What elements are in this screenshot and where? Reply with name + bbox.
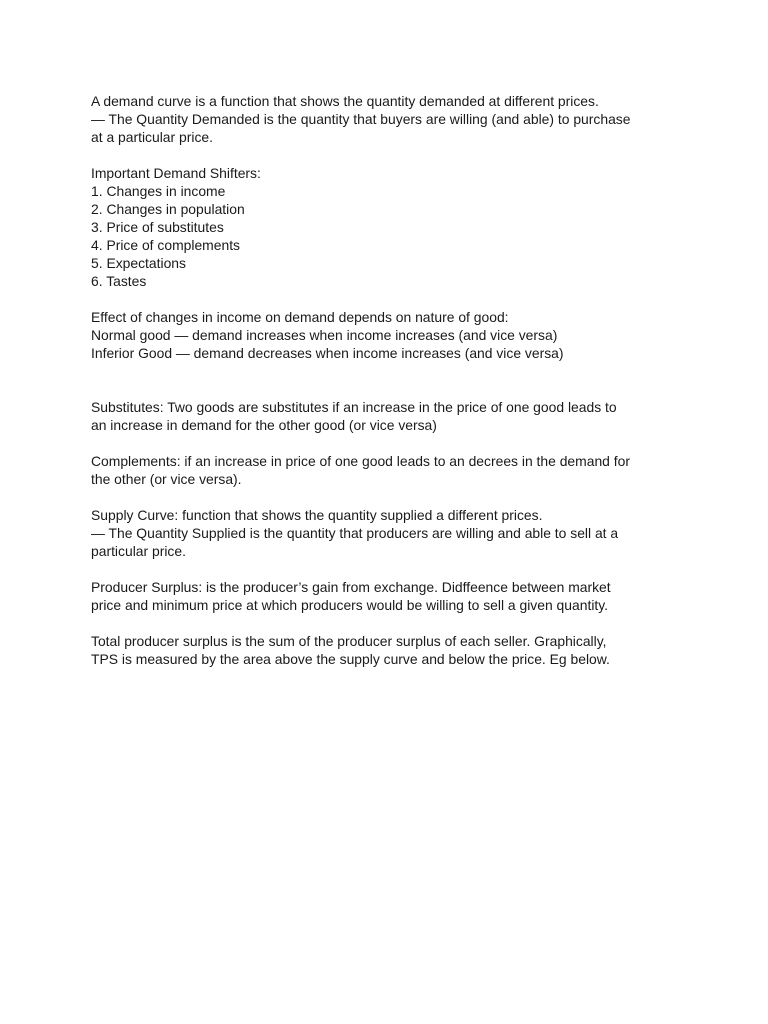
income-line-1: Effect of changes in income on demand depends on nature of good: <box>91 309 509 325</box>
producer-surplus-paragraph <box>91 578 691 614</box>
demand-shifters-list <box>91 182 691 290</box>
income-line-2: Normal good — demand increases when income increases (and vice versa) <box>91 327 558 343</box>
spacer <box>91 362 691 398</box>
total-producer-surplus-line-2: TPS is measured by the area above the supply curve and below the price. Eg below. <box>91 651 610 667</box>
supply-line-3: particular price. <box>91 543 186 559</box>
spacer <box>91 614 691 632</box>
substitutes-paragraph <box>91 398 691 434</box>
supply-curve-paragraph <box>91 506 691 560</box>
supply-line-2: — The Quantity Supplied is the quantity that producers are willing and able to sell at a <box>91 525 619 541</box>
list-item: 3. Price of substitutes <box>91 219 224 235</box>
demand-shifters-heading: Important Demand Shifters: <box>91 165 261 181</box>
supply-line-1: Supply Curve: function that shows the quantity supplied a different prices. <box>91 507 543 523</box>
spacer <box>91 560 691 578</box>
substitutes-line-2: an increase in demand for the other good (or vice versa) <box>91 417 437 433</box>
list-item: 6. Tastes <box>91 273 147 289</box>
list-item: 1. Changes in income <box>91 183 226 199</box>
list-item: 4. Price of complements <box>91 237 240 253</box>
document-page <box>91 92 691 668</box>
demand-line-1: A demand curve is a function that shows the quantity demanded at different prices. <box>91 93 599 109</box>
demand-curve-paragraph <box>91 92 691 146</box>
total-producer-surplus-line-1: Total producer surplus is the sum of the producer surplus of each seller. Graphically, <box>91 633 607 649</box>
complements-line-2: the other (or vice versa). <box>91 471 242 487</box>
spacer <box>91 434 691 452</box>
demand-line-3: at a particular price. <box>91 129 213 145</box>
list-item: 2. Changes in population <box>91 201 245 217</box>
list-item: 5. Expectations <box>91 255 186 271</box>
income-line-3: Inferior Good — demand decreases when income increases (and vice versa) <box>91 345 564 361</box>
substitutes-line-1: Substitutes: Two goods are substitutes if an increase in the price of one good leads to <box>91 399 617 415</box>
producer-surplus-line-1: Producer Surplus: is the producer’s gain from exchange. Didffeence between market <box>91 579 611 595</box>
complements-paragraph <box>91 452 691 488</box>
spacer <box>91 290 691 308</box>
producer-surplus-line-2: price and minimum price at which producers would be willing to sell a given quantity. <box>91 597 609 613</box>
complements-line-1: Complements: if an increase in price of one good leads to an decrees in the demand for <box>91 453 630 469</box>
demand-shifters-section <box>91 164 691 290</box>
spacer <box>91 488 691 506</box>
spacer <box>91 146 691 164</box>
demand-line-2: — The Quantity Demanded is the quantity that buyers are willing (and able) to purchase <box>91 111 631 127</box>
total-producer-surplus-paragraph <box>91 632 691 668</box>
income-effect-paragraph <box>91 308 691 362</box>
